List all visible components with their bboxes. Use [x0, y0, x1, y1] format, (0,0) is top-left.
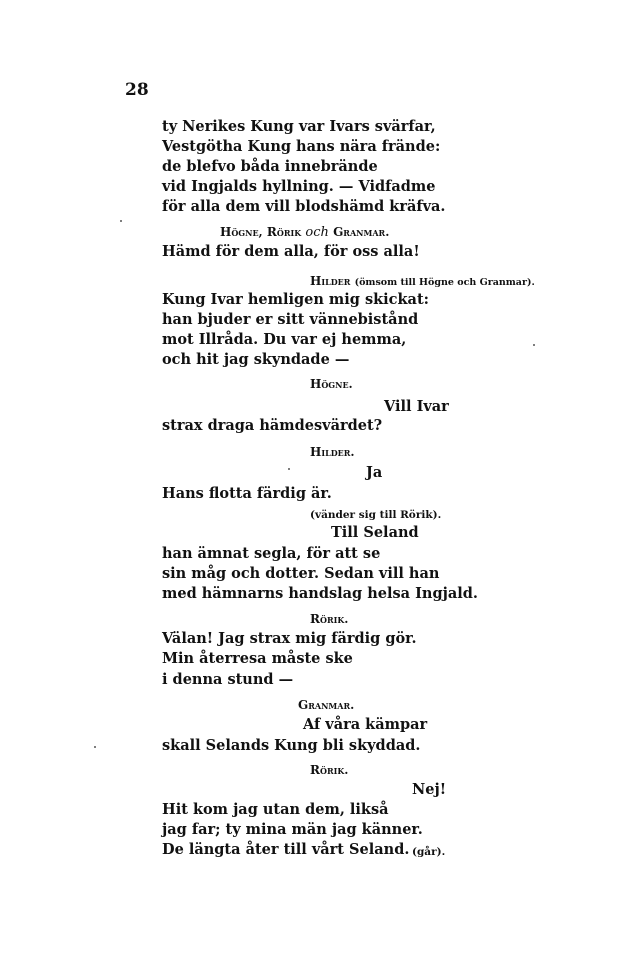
paper-speck	[288, 468, 290, 470]
stage-direction: (vänder sig till Rörik).	[310, 509, 442, 521]
speaker-heading: Högne.	[310, 377, 353, 391]
verse-line: Vestgötha Kung hans nära frände:	[162, 138, 441, 155]
verse-line: Vill Ivar	[384, 398, 449, 415]
verse-line: Hans flotta färdig är.	[162, 485, 332, 502]
verse-line: skall Selands Kung bli skyddad.	[162, 737, 421, 754]
speaker-heading: Granmar.	[298, 698, 355, 712]
stage-direction: (går).	[412, 846, 446, 858]
verse-line: Hit kom jag utan dem, likså	[162, 801, 389, 818]
verse-line: Hämd för dem alla, för oss alla!	[162, 243, 420, 260]
verse-line: jag far; ty mina män jag känner.	[162, 821, 423, 838]
speaker-heading: Rörik.	[310, 763, 349, 777]
verse-line: i denna stund —	[162, 671, 294, 688]
speaker-heading	[220, 224, 389, 241]
verse-line: han bjuder er sitt vännebistånd	[162, 311, 419, 328]
verse-line: vid Ingjalds hyllning. — Vidfadme	[162, 178, 436, 195]
speaker-name: Granmar.	[333, 225, 390, 239]
verse-line: han ämnat segla, för att se	[162, 545, 381, 562]
page-number: 28	[125, 80, 149, 100]
paper-speck	[533, 344, 535, 346]
verse-line: sin måg och dotter. Sedan vill han	[162, 565, 440, 582]
speaker-heading: Hilder.	[310, 445, 355, 459]
verse-line: strax draga hämdesvärdet?	[162, 417, 383, 434]
verse-line: Nej!	[412, 781, 447, 798]
verse-line: Till Seland	[331, 524, 419, 541]
verse-line: de blefvo båda innebrände	[162, 158, 378, 175]
verse-line: Kung Ivar hemligen mig skickat:	[162, 291, 430, 308]
paper-speck	[94, 746, 96, 748]
speaker-conjunction: och	[305, 225, 329, 240]
verse-line: för alla dem vill blodshämd kräfva.	[162, 198, 446, 215]
speaker-heading: Rörik.	[310, 612, 349, 626]
verse-line: De längta åter till vårt Seland.	[162, 841, 410, 858]
verse-line: Af våra kämpar	[303, 716, 428, 733]
speaker-name: Hilder	[310, 274, 351, 288]
verse-line: och hit jag skyndade —	[162, 351, 350, 368]
verse-line: Ja	[366, 464, 383, 481]
speaker-direction: (ömsom till Högne och Granmar).	[354, 277, 535, 288]
verse-line: med hämnarns handslag helsa Ingjald.	[162, 585, 478, 602]
verse-line: mot Illråda. Du var ej hemma,	[162, 331, 407, 348]
speaker-name: Högne, Rörik	[220, 225, 302, 239]
verse-line: Min återresa måste ske	[162, 650, 353, 667]
speaker-heading	[310, 273, 535, 291]
verse-line: ty Nerikes Kung var Ivars svärfar,	[162, 118, 436, 135]
paper-speck	[120, 220, 122, 222]
verse-line: Välan! Jag strax mig färdig gör.	[162, 630, 417, 647]
